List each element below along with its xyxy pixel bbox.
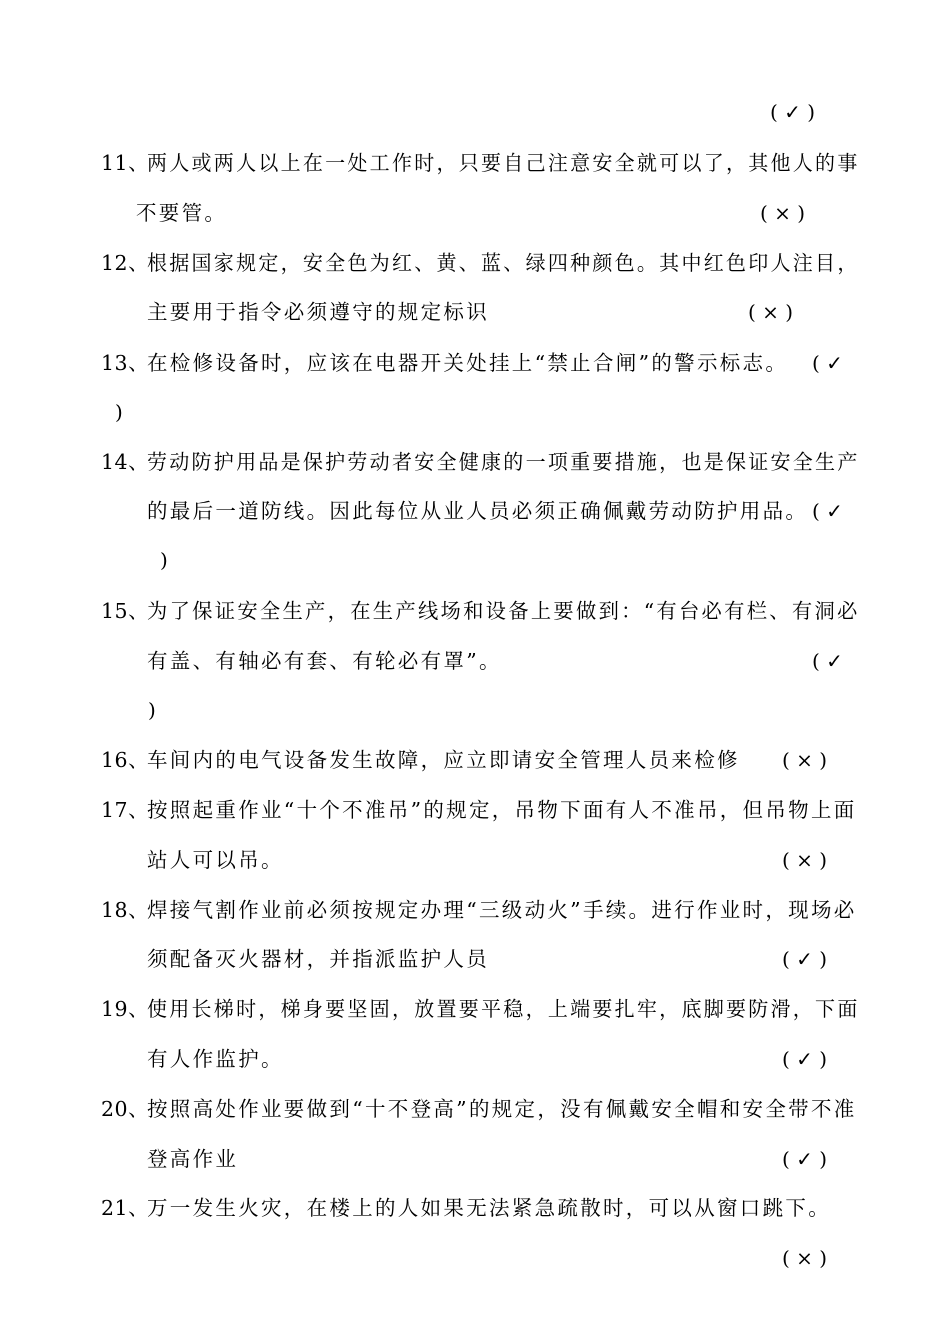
answer-mark: ( × ) (782, 848, 828, 872)
answer-mark: ( ✓ ) (782, 1147, 828, 1171)
item-text-line: 车间内的电气设备发生故障，应立即请安全管理人员来检修 (147, 748, 740, 772)
answer-mark: ( × ) (782, 748, 828, 772)
answer-mark: ( × ) (760, 201, 806, 225)
answer-mark: ( ✓ ) (782, 947, 828, 971)
item-text-line: 在检修设备时，应该在电器开关处挂上“禁止合闸”的警示标志。 (147, 351, 789, 375)
item-text-line: 使用长梯时，梯身要坚固，放置要平稳，上端要扎牢，底脚要防滑，下面 (147, 997, 860, 1021)
item-text-line: 的最后一道防线。因此每位从业人员必须正确佩戴劳动防护用品。 (147, 499, 809, 523)
answer-mark-close: ) (160, 548, 168, 572)
item-text-line: 劳动防护用品是保护劳动者安全健康的一项重要措施，也是保证安全生产 (147, 450, 860, 474)
answer-mark: ( ✓ ) (782, 1047, 828, 1071)
answer-mark: ( × ) (748, 300, 794, 324)
answer-mark: ( ✓ (812, 649, 843, 673)
item-text-line: 万一发生火灾，在楼上的人如果无法紧急疏散时，可以从窗口跳下。 (147, 1196, 831, 1220)
item-number: 12、 (101, 251, 150, 275)
item-number: 13、 (101, 351, 150, 375)
item-text-line: 站人可以吊。 (147, 848, 284, 872)
item-number: 21、 (101, 1196, 150, 1220)
item-text-line: 根据国家规定，安全色为红、黄、蓝、绿四种颜色。其中红色印人注目， (147, 251, 860, 275)
answer-mark-close: ) (148, 698, 156, 722)
answer-mark-close: ) (115, 400, 123, 424)
answer-mark: ( ✓ ) (770, 100, 816, 124)
item-text-line: 登高作业 (147, 1147, 239, 1171)
answer-mark: ( × ) (782, 1246, 828, 1270)
item-number: 20、 (101, 1097, 150, 1121)
item-text-line: 按照起重作业“十个不准吊”的规定，吊物下面有人不准吊，但吊物上面 (147, 798, 857, 822)
item-text-line: 两人或两人以上在一处工作时，只要自己注意安全就可以了，其他人的事 (147, 151, 860, 175)
item-text-line: 须配备灭火器材，并指派监护人员 (147, 947, 489, 971)
item-number: 11、 (101, 151, 150, 175)
item-text-line: 为了保证安全生产，在生产线场和设备上要做到：“有台必有栏、有洞必 (147, 599, 860, 623)
item-text-line: 焊接气割作业前必须按规定办理“三级动火”手续。进行作业时，现场必 (147, 898, 857, 922)
item-number: 15、 (101, 599, 150, 623)
item-number: 14、 (101, 450, 150, 474)
item-text-line: 有盖、有轴必有套、有轮必有罩”。 (147, 649, 502, 673)
item-text-line: 不要管。 (136, 201, 228, 225)
answer-mark: ( ✓ (812, 499, 843, 523)
answer-mark: ( ✓ (812, 351, 843, 375)
item-text-line: 主要用于指令必须遵守的规定标识 (147, 300, 489, 324)
item-number: 16、 (101, 748, 150, 772)
item-number: 18、 (101, 898, 150, 922)
item-number: 19、 (101, 997, 150, 1021)
item-text-line: 有人作监护。 (147, 1047, 284, 1071)
item-number: 17、 (101, 798, 150, 822)
item-text-line: 按照高处作业要做到“十不登高”的规定，没有佩戴安全帽和安全带不准 (147, 1097, 857, 1121)
